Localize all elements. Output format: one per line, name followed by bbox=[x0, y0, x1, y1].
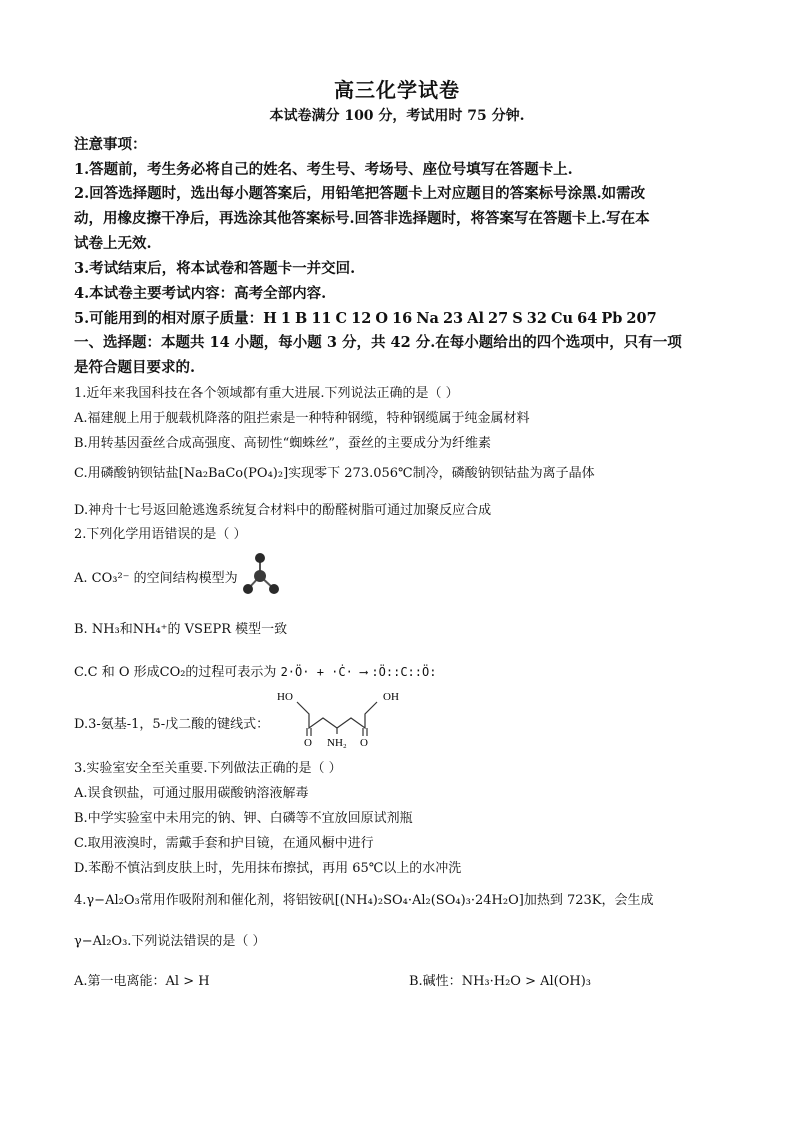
q1-option-b: B.用转基因蚕丝合成高强度、高韧性“蜘蛛丝”，蚕丝的主要成分为纤维素 bbox=[74, 436, 491, 451]
q1-c-formula: [Na₂BaCo(PO₄)₂] bbox=[178, 466, 289, 481]
q3-stem: 3.实验室安全至关重要.下列做法正确的是（ ） bbox=[74, 761, 342, 776]
q2-option-c bbox=[74, 661, 436, 680]
q2-c-equation-right: :Ö::C::Ö: bbox=[371, 665, 437, 679]
q3-option-d: D.苯酚不慎沾到皮肤上时，先用抹布擦拭，再用 65℃以上的水冲洗 bbox=[74, 861, 462, 876]
q2-c-equation-left: 2·Ö· + ·Ċ· ⟶ bbox=[280, 665, 368, 679]
note-4: 4.本试卷主要考试内容：高考全部内容. bbox=[74, 285, 327, 302]
q4-b-formula: NH₃·H₂O > Al(OH)₃ bbox=[461, 974, 592, 989]
q1-option-c bbox=[74, 462, 595, 481]
page-title: 高三化学试卷 bbox=[334, 78, 460, 102]
q4-stem-mid: 常用作吸附剂和催化剂，将铝铵矾 bbox=[139, 893, 335, 908]
q1-stem: 1.近年来我国科技在各个领域都有重大进展.下列说法正确的是（ ） bbox=[74, 386, 459, 401]
label-nh2: NH₂ bbox=[327, 737, 347, 749]
label-oh: OH bbox=[383, 691, 399, 703]
carbonate-ball-stick-model bbox=[238, 552, 288, 598]
q4-formula-alum: [(NH₄)₂SO₄·Al₂(SO₄)₃·24H₂O] bbox=[334, 893, 524, 908]
q4-stem-line-1 bbox=[74, 889, 654, 908]
label-ho: HO bbox=[277, 691, 293, 703]
q4-option-b bbox=[409, 970, 591, 989]
q4-formula-gamma-alumina-2: γ−Al₂O₃ bbox=[74, 934, 128, 949]
note-2-line-3: 试卷上无效. bbox=[74, 235, 152, 252]
q2-option-b: B. NH₃和NH₄⁺的 VSEPR 模型一致 bbox=[74, 622, 288, 637]
section-heading-line-1: 一、选择题：本题共 14 小题，每小题 3 分，共 42 分.在每小题给出的四个选项中，只有一项 bbox=[74, 334, 682, 351]
q1-c-suffix: 实现零下 273.056℃制冷，磷酸钠钡钴盐为离子晶体 bbox=[288, 466, 595, 481]
q4-stem-end: 加热到 723K，会生成 bbox=[523, 893, 654, 908]
label-o-right: O bbox=[360, 737, 368, 749]
glutamic-acid-skeletal-formula bbox=[275, 688, 415, 750]
q4-a-formula: Al > H bbox=[165, 974, 210, 989]
note-5: 5.可能用到的相对原子质量：H 1 B 11 C 12 O 16 Na 23 Al 27 S 32 Cu 64 Pb 207 bbox=[74, 310, 657, 327]
q3-option-b: B.中学实验室中未用完的钠、钾、白磷等不宜放回原试剂瓶 bbox=[74, 811, 413, 826]
note-2-line-1: 2.回答选择题时，选出每小题答案后，用铅笔把答题卡上对应题目的答案标号涂黑.如需改 bbox=[74, 185, 646, 202]
q3-option-a: A.误食钡盐，可通过服用碳酸钠溶液解毒 bbox=[74, 786, 309, 801]
note-1: 1.答题前，考生务必将自己的姓名、考生号、考场号、座位号填写在答题卡上. bbox=[74, 161, 573, 178]
q4-stem-question: .下列说法错误的是（ ） bbox=[127, 934, 266, 949]
q4-stem-line-2 bbox=[74, 930, 266, 949]
q4-number: 4. bbox=[74, 893, 87, 908]
q4-option-a bbox=[74, 970, 210, 989]
label-o-left: O bbox=[304, 737, 312, 749]
q2-option-a: A. CO₃²⁻ 的空间结构模型为 bbox=[74, 571, 238, 586]
section-heading-line-2: 是符合题目要求的. bbox=[74, 359, 196, 376]
q1-option-a: A.福建舰上用于舰载机降落的阻拦索是一种特种钢缆，特种钢缆属于纯金属材料 bbox=[74, 411, 530, 426]
q4-a-prefix: A.第一电离能： bbox=[74, 974, 166, 989]
q3-option-c: C.取用液溴时，需戴手套和护目镜，在通风橱中进行 bbox=[74, 836, 374, 851]
q2-c-prefix: C.C 和 O 形成CO₂的过程可表示为 bbox=[74, 665, 277, 680]
q4-b-prefix: B.碱性： bbox=[409, 974, 462, 989]
note-2-line-2: 动，用橡皮擦干净后，再选涂其他答案标号.回答非选择题时，将答案写在答题卡上.写在本 bbox=[74, 210, 650, 227]
q2-option-d: D.3-氨基-1，5-戊二酸的键线式： bbox=[74, 717, 270, 732]
q2-stem: 2.下列化学用语错误的是（ ） bbox=[74, 527, 247, 542]
q1-option-d: D.神舟十七号返回舱逃逸系统复合材料中的酚醛树脂可通过加聚反应合成 bbox=[74, 503, 492, 518]
q4-formula-gamma-alumina: γ−Al₂O₃ bbox=[86, 893, 140, 908]
q1-c-prefix: C.用磷酸钠钡钴盐 bbox=[74, 466, 179, 481]
notes-heading: 注意事项： bbox=[74, 136, 147, 153]
note-3: 3.考试结束后，将本试卷和答题卡一并交回. bbox=[74, 260, 356, 277]
page-subtitle: 本试卷满分 100 分，考试用时 75 分钟. bbox=[269, 108, 525, 124]
